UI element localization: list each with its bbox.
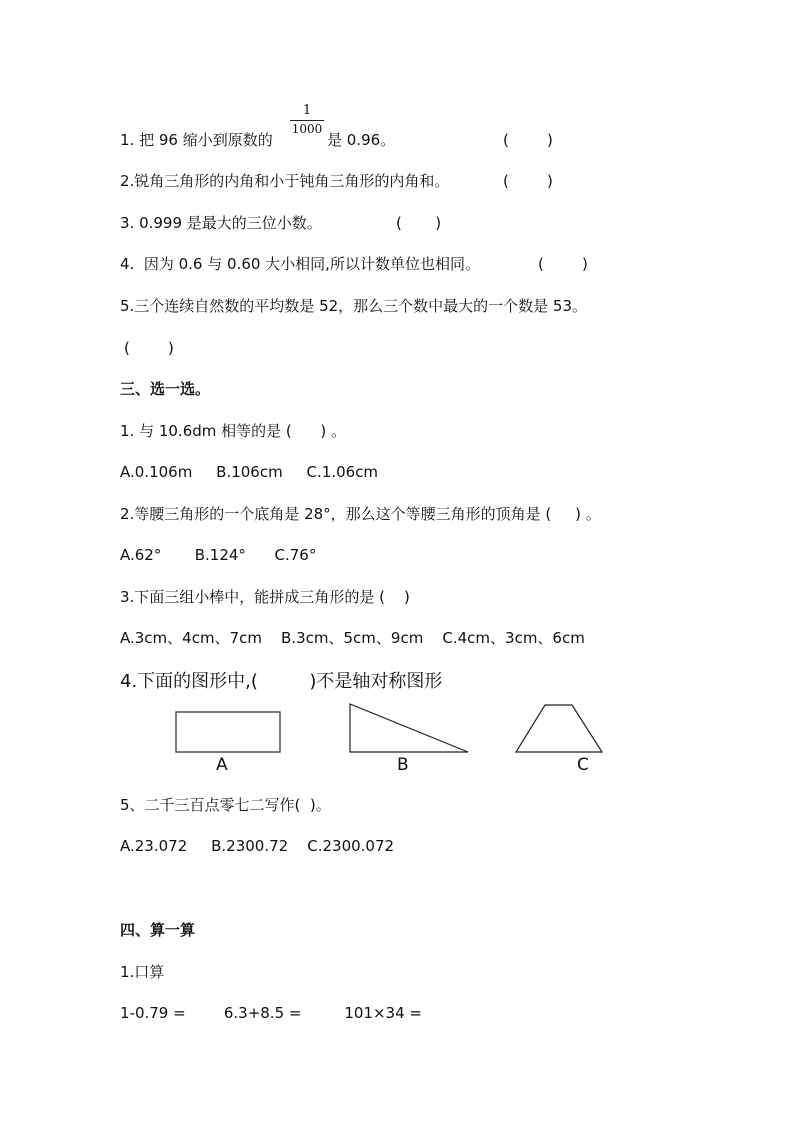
choice-q3: 3.下面三组小棒中，能拼成三角形的是 ( ) bbox=[120, 588, 410, 606]
trapezoid-shape bbox=[516, 705, 602, 752]
choice-q1: 1. 与 10.6dm 相等的是 ( ) 。 bbox=[120, 422, 346, 440]
choice-q3-options: A.3cm、4cm、7cm B.3cm、5cm、9cm C.4cm、3cm、6cm bbox=[120, 629, 585, 647]
right-triangle-shape bbox=[350, 704, 468, 752]
answer-blank[interactable]: ( ) bbox=[503, 172, 553, 190]
q1-text-pre: 1. 把 96 缩小到原数的 bbox=[120, 131, 273, 149]
choice-q5-options: A.23.072 B.2300.72 C.2300.072 bbox=[120, 837, 395, 855]
mental-math-row: 1-0.79 = 6.3+8.5 = 101×34 = bbox=[120, 1004, 422, 1022]
section-4-title: 四、算一算 bbox=[120, 921, 196, 939]
answer-blank[interactable]: ( ) bbox=[503, 131, 553, 149]
mental-math-heading: 1.口算 bbox=[120, 963, 165, 981]
choice-q2-options: A.62° B.124° C.76° bbox=[120, 546, 317, 564]
label-b: B bbox=[397, 755, 409, 775]
rectangle-shape bbox=[176, 712, 280, 752]
answer-blank[interactable]: ( ) bbox=[124, 339, 174, 357]
fraction-numerator: 1 bbox=[302, 103, 312, 118]
q2-text: 2.锐角三角形的内角和小于钝角三角形的内角和。 bbox=[120, 172, 450, 190]
q1-text-post: 是 0.96。 bbox=[327, 131, 396, 149]
answer-blank[interactable]: ( ) bbox=[538, 255, 588, 273]
choice-q2: 2.等腰三角形的一个底角是 28°，那么这个等腰三角形的顶角是 ( ) 。 bbox=[120, 505, 601, 523]
label-c: C bbox=[577, 755, 589, 775]
fraction-denominator: 1000 bbox=[291, 122, 323, 136]
answer-blank[interactable]: ( ) bbox=[396, 214, 442, 232]
q3-text: 3. 0.999 是最大的三位小数。 bbox=[120, 214, 322, 232]
choice-q4: 4.下面的图形中,( )不是轴对称图形 bbox=[120, 671, 443, 692]
section-3-title: 三、选一选。 bbox=[120, 380, 211, 398]
choice-q5: 5、二千三百点零七二写作( )。 bbox=[120, 796, 331, 814]
q5-text: 5.三个连续自然数的平均数是 52，那么三个数中最大的一个数是 53。 bbox=[120, 297, 588, 315]
label-a: A bbox=[216, 755, 228, 775]
choice-q1-options: A.0.106m B.106cm C.1.06cm bbox=[120, 463, 379, 481]
q4-text: 4. 因为 0.6 与 0.60 大小相同,所以计数单位也相同。 bbox=[120, 255, 480, 273]
